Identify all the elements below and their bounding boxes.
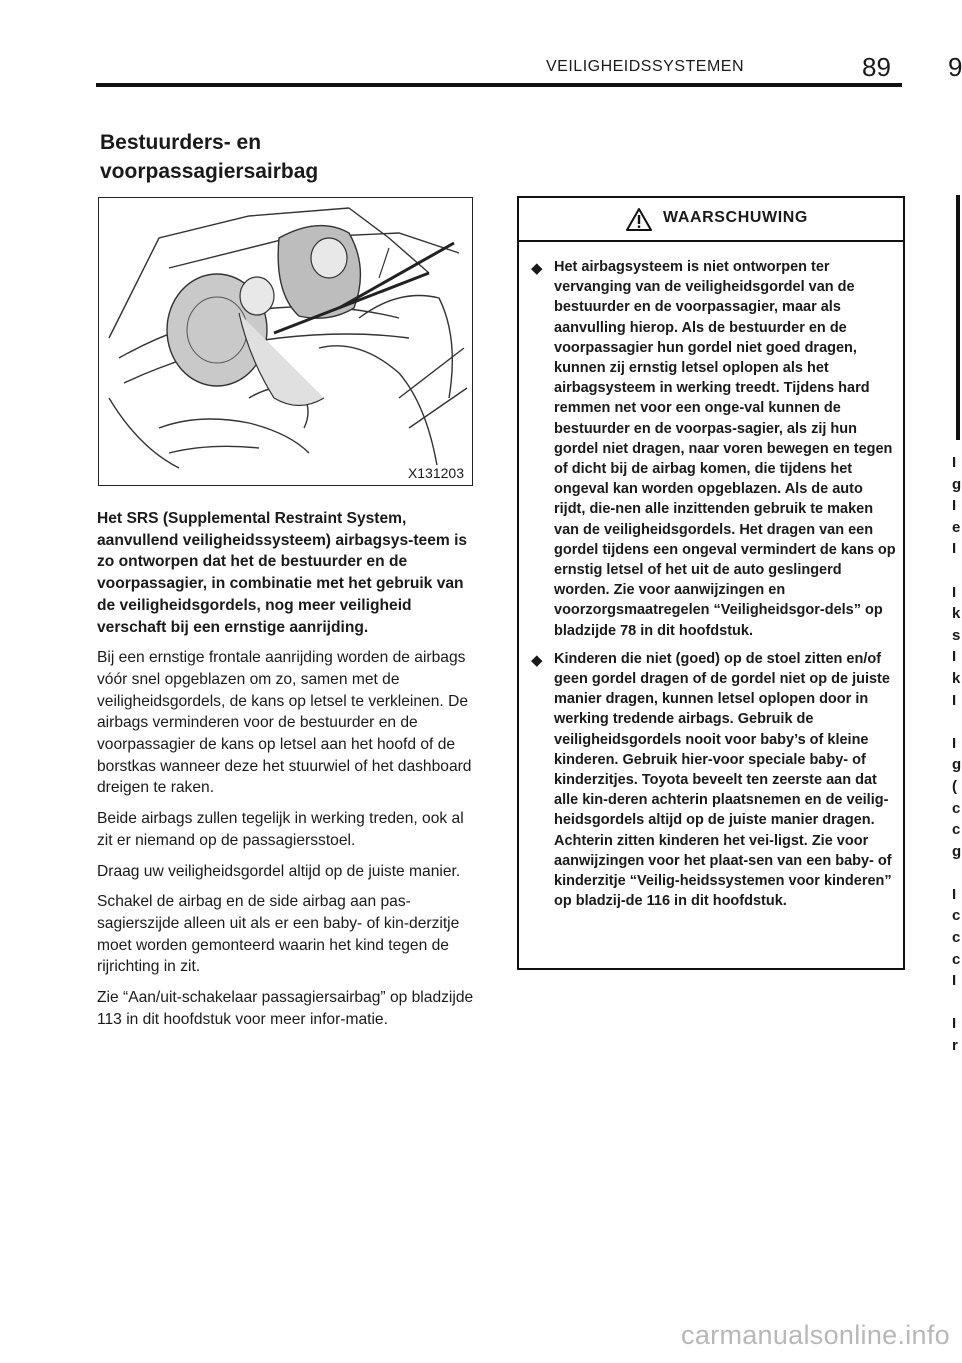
section-title-line-1: Bestuurders- en — [100, 131, 262, 154]
next-page-edge: 9 — [948, 52, 962, 82]
paragraph: Beide airbags zullen tegelijk in werking treden, ook al zit er niemand op de passagiersstoel. — [97, 810, 464, 849]
paragraph: Schakel de airbag en de side airbag aan pas-sagierszijde alleen uit als er een baby- of kin-derzitje moet worden gemonteerd waarin het kind tegen de rijrichting in zit. — [97, 893, 460, 976]
warning-triangle-icon — [625, 207, 653, 232]
warning-header — [519, 198, 903, 242]
header-rule — [96, 83, 902, 87]
figure-code: X131203 — [407, 465, 464, 481]
next-page-box-edge — [956, 195, 960, 440]
warning-title: WAARSCHUWING — [663, 209, 808, 226]
warning-bullet — [527, 257, 897, 641]
warning-bullet — [527, 649, 897, 912]
paragraph: Zie “Aan/uit-schakelaar passagiersairbag” op bladzijde 113 in dit hoofdstuk voor meer infor-matie. — [97, 989, 474, 1028]
diamond-bullet-icon: ◆ — [531, 260, 543, 277]
section-title — [100, 128, 500, 186]
running-header: VEILIGHEIDSSYSTEMEN — [546, 58, 744, 75]
airbag-illustration — [98, 197, 473, 486]
paragraph: Bij een ernstige frontale aanrijding worden de airbags vóór snel opgeblazen om zo, samen met de veiligheidsgordels, de kans op letsel te verkleinen. De airbags verminderen voor de bestuurder en de voorpassagier de kans op letsel aan het hoofd of de borstkas wanneer deze het stuurwiel of het dashboard dreigen te raken. — [97, 649, 472, 797]
watermark: carmanualsonline.info — [681, 1320, 950, 1350]
warning-bullet-text: Kinderen die niet (goed) op de stoel zitten en/of geen gordel dragen of de gordel niet op de juiste manier dragen, kunnen letsel oplopen door in werking tredende airbags. Gebruik de veiligheidsgordels nooit voor baby’s of kleine kinderen. Gebruik hier-voor speciale baby- of kinderzitjes. Toyota beveelt ten zeerste aan dat alle kin-deren achterin plaatsnemen en de veilig-heidsgordels altijd op de juiste manier dragen. Achterin zitten kinderen het vei-ligst. Zie voor aanwijzingen voor het plaat-sen van een baby- of kinderzitje “Veilig-heidssystemen voor kinderen” op bladzij-de 116 in dit hoofdstuk. — [554, 650, 892, 910]
section-title-line-2: voorpassagiersairbag — [100, 160, 319, 183]
warning-box — [517, 196, 905, 970]
page-number: 89 — [862, 52, 891, 82]
lead-paragraph: Het SRS (Supplemental Restraint System, aanvullend veiligheidssysteem) airbagsys-teem is zo ontworpen dat het de bestuurder en de voorpassagier, in combinatie met het gebruik van de veiligheidsgordels, nog meer veiligheid verschaft bij een ernstige aanrijding. — [97, 510, 468, 636]
body-text — [97, 508, 482, 1039]
next-page-text-edge: I g I e I I k s I k I I g ( c c g I c c c I I r — [952, 454, 962, 1055]
warning-bullet-text: Het airbagsysteem is niet ontworpen ter vervanging van de veiligheidsgordel van de bestuurder en de voorpassagier, maar als aanvulling hierop. Als de bestuurder en de voorpassagier hun gordel niet goed dragen, kunnen zij ernstig letsel oplopen als het airbagsysteem in werking treedt. Tijdens hard remmen net voor een onge-val kunnen de bestuurder en de voorpas-sagier, als zij hun gordel niet dragen, naar voren bewegen en tegen of dicht bij de airbag komen, die tijdens het ongeval kan worden opgeblazen. Als de auto rijdt, die-nen alle inzittenden gebruik te maken van de veiligheidsgordels. Het dragen van een gordel tijdens een ongeval vermindert de kans op ernstig letsel of het uit de auto geslingerd worden. Zie voor aanwijzingen en voorzorgsmaatregelen “Veiligheidsgor-dels” op bladzijde 78 in dit hoofdstuk. — [554, 259, 896, 639]
paragraph: Draag uw veiligheidsgordel altijd op de juiste manier. — [97, 862, 461, 880]
airbag-drawing — [99, 198, 471, 484]
diamond-bullet-icon: ◆ — [531, 651, 543, 669]
